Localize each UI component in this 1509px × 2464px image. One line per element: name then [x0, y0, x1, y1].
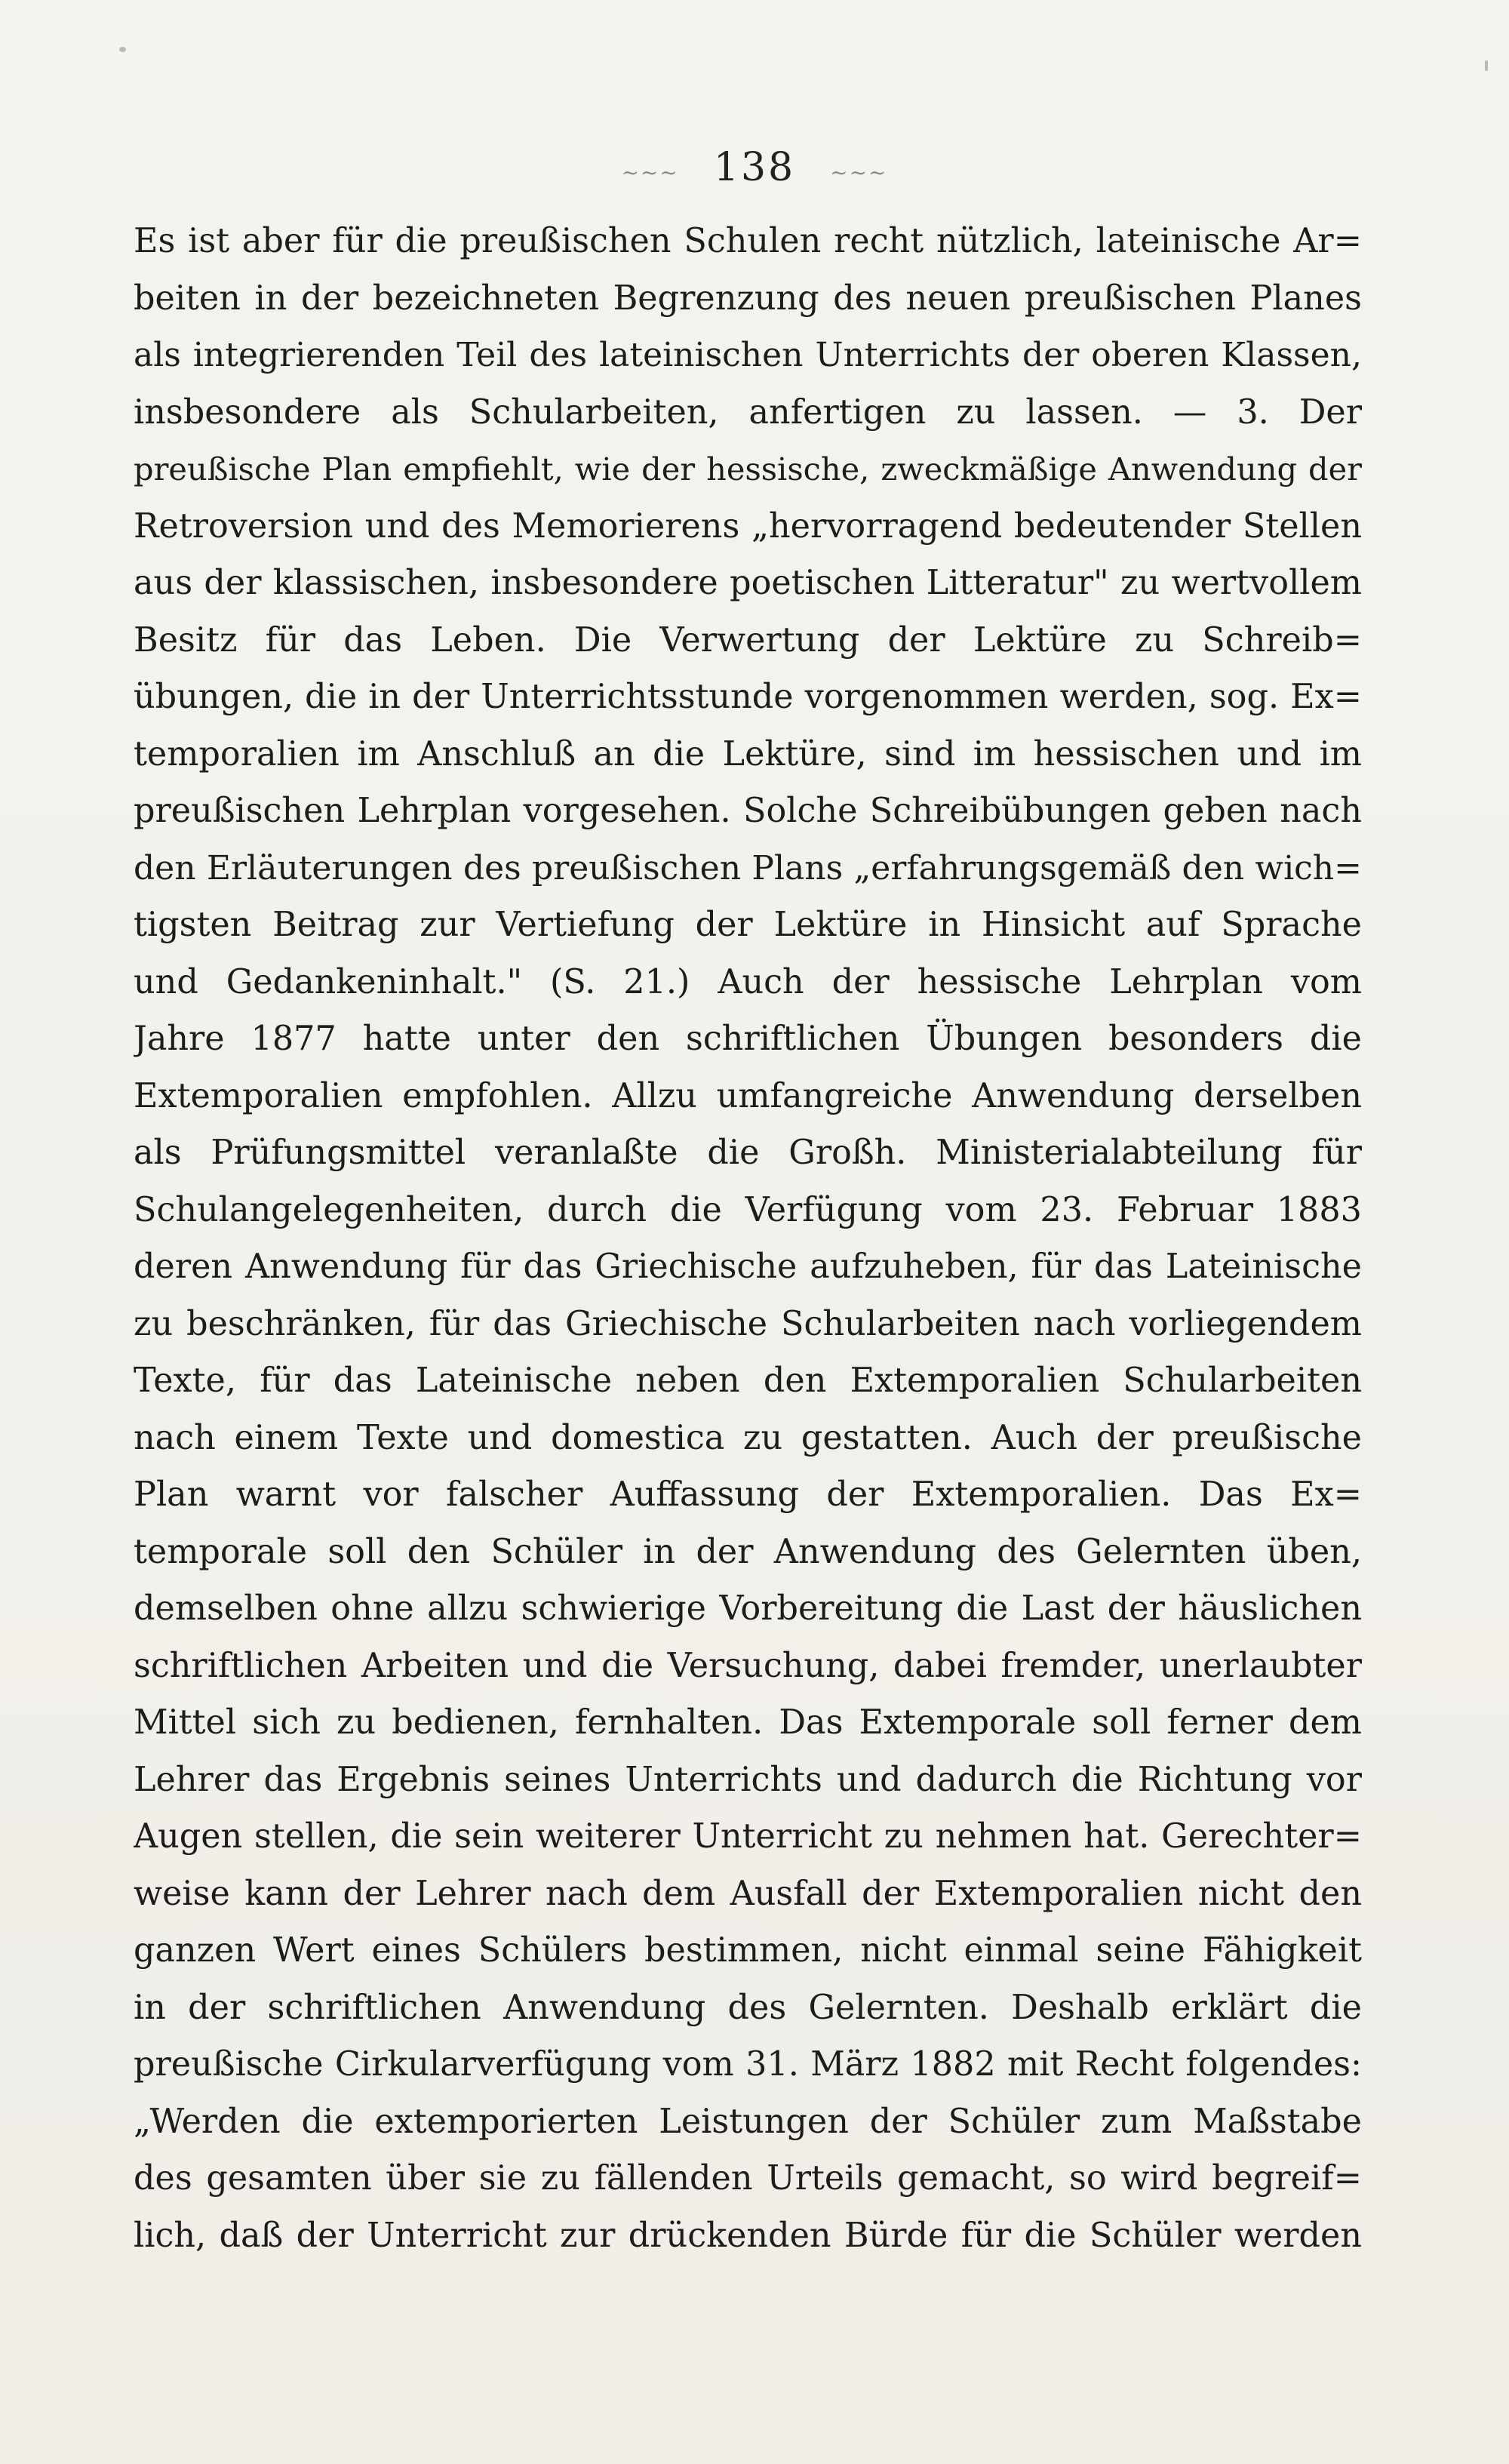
text-line: Texte, für das Lateinische neben den Extemporalien Schularbeiten [134, 1361, 1362, 1400]
text-line: preußischen Lehrplan vorgesehen. Solche Schreibübungen geben nach [134, 792, 1362, 830]
text-line: Retroversion und des Memorierens „hervorragend bedeutender Stellen [134, 506, 1362, 546]
text-line: „Werden die extemporierten Leistungen der Schüler zum Maßstabe [134, 2102, 1362, 2141]
text-line: nach einem Texte und domestica zu gestatten. Auch der preußische [134, 1418, 1362, 1457]
text-line: aus der klassischen, insbesondere poetischen Litteratur" zu wertvollem [134, 564, 1362, 602]
text-line: als Prüfungsmittel veranlaßte die Großh. Ministerialabteilung für [134, 1134, 1362, 1172]
page-number: 138 [713, 145, 796, 190]
text-line: Jahre 1877 hatte unter den schriftlichen Übungen besonders die [134, 1020, 1362, 1058]
text-line: zu beschränken, für das Griechische Schularbeiten nach vorliegendem [134, 1304, 1362, 1343]
text-line: übungen, die in der Unterrichtsstunde vorgenommen werden, sog. Ex= [134, 678, 1362, 716]
text-line: Schulangelegenheiten, durch die Verfügung vom 23. Februar 1883 [134, 1190, 1362, 1229]
text-line: weise kann der Lehrer nach dem Ausfall der Extemporalien nicht den [134, 1874, 1362, 1913]
text-line: Besitz für das Leben. Die Verwertung der Lektüre zu Schreib= [134, 620, 1362, 660]
page-header [0, 137, 1509, 198]
text-line: tigsten Beitrag zur Vertiefung der Lektüre in Hinsicht auf Sprache [134, 906, 1362, 944]
body-text [134, 213, 1362, 2264]
text-line: des gesamten über sie zu fällenden Urteils gemacht, so wird begreif= [134, 2159, 1362, 2198]
paper-speck [1485, 60, 1488, 71]
text-line: preußische Cirkularverfügung vom 31. März 1882 mit Recht folgendes: [134, 2045, 1362, 2084]
text-line: schriftlichen Arbeiten und die Versuchung, dabei fremder, unerlaubter [134, 1646, 1362, 1685]
text-line: Lehrer das Ergebnis seines Unterrichts und dadurch die Richtung vor [134, 1760, 1362, 1799]
text-line: insbesondere als Schularbeiten, anfertigen zu lassen. — 3. Der [134, 392, 1362, 432]
text-line: temporale soll den Schüler in der Anwendung des Gelernten üben, [134, 1532, 1362, 1571]
text-line: in der schriftlichen Anwendung des Gelernten. Deshalb erklärt die [134, 1988, 1362, 2027]
text-line: ganzen Wert eines Schülers bestimmen, nicht einmal seine Fähigkeit [134, 1931, 1362, 1970]
text-line: Plan warnt vor falscher Auffassung der Extemporalien. Das Ex= [134, 1475, 1362, 1514]
text-line: deren Anwendung für das Griechische aufzuheben, für das Lateinische [134, 1247, 1362, 1286]
ornament-left: ~~~ [621, 159, 679, 185]
paper-speck [119, 47, 126, 52]
text-line: preußische Plan empfiehlt, wie der hessische, zweckmäßige Anwendung der [134, 451, 1362, 488]
text-line: und Gedankeninhalt." (S. 21.) Auch der hessische Lehrplan vom [134, 962, 1362, 1001]
text-line: als integrierenden Teil des lateinischen Unterrichts der oberen Klassen, [134, 336, 1362, 374]
text-line: Es ist aber für die preußischen Schulen recht nützlich, lateinische Ar= [134, 222, 1362, 260]
text-line: Augen stellen, die sein weiterer Unterricht zu nehmen hat. Gerechter= [134, 1817, 1362, 1856]
text-line: Mittel sich zu bedienen, fernhalten. Das Extemporale soll ferner dem [134, 1703, 1362, 1742]
text-line: beiten in der bezeichneten Begrenzung des neuen preußischen Planes [134, 278, 1362, 318]
text-line: demselben ohne allzu schwierige Vorbereitung die Last der häuslichen [134, 1589, 1362, 1628]
text-line: lich, daß der Unterricht zur drückenden Bürde für die Schüler werden [134, 2216, 1362, 2255]
text-line: den Erläuterungen des preußischen Plans „erfahrungsgemäß den wich= [134, 848, 1362, 887]
text-line: temporalien im Anschluß an die Lektüre, sind im hessischen und im [134, 734, 1362, 774]
ornament-right: ~~~ [830, 159, 888, 185]
text-line: Extemporalien empfohlen. Allzu umfangreiche Anwendung derselben [134, 1076, 1362, 1115]
